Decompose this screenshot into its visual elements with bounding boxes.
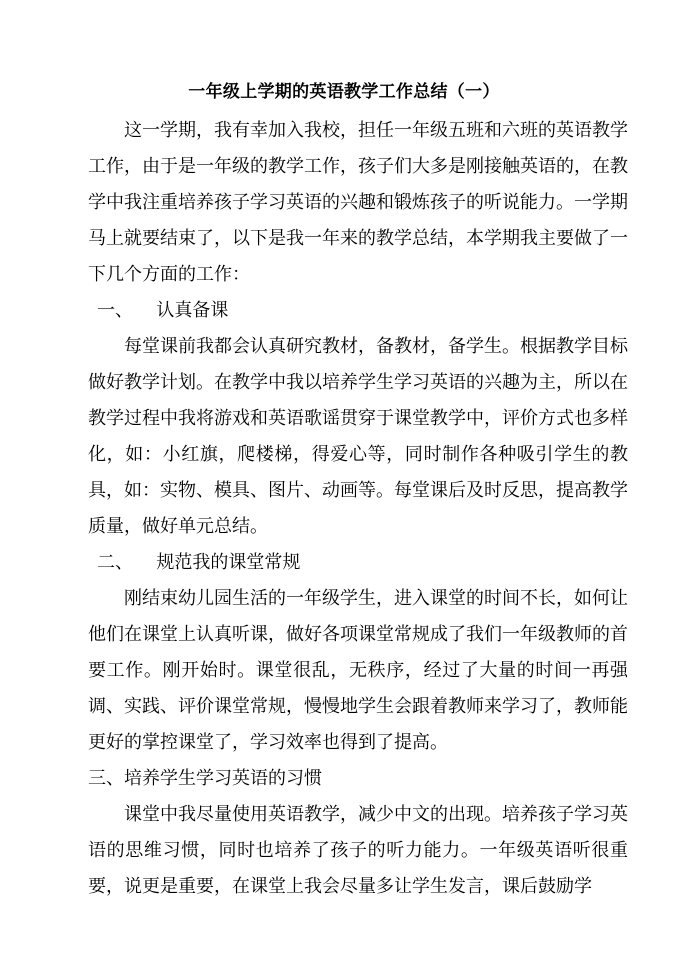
section-title: 规范我的课堂常规 [156, 552, 301, 573]
intro-paragraph: 这一学期，我有幸加入我校，担任一年级五班和六班的英语教学工作，由于是一年级的教学工作，孩子们大多是刚接触英语的，在教学中我注重培养孩子学习英语的兴趣和锻炼孩子的听说能力。一学期马上就要结束了，以下是我一年来的教学总结，本学期我主要做了一下几个方面的工作： [88, 120, 628, 285]
section-title: 认真备课 [156, 300, 229, 321]
section-number: 三、 [88, 768, 124, 789]
section-paragraph-3: 课堂中我尽量使用英语教学，减少中文的出现。培养孩子学习英语的思维习惯，同时也培养了孩子的听力能力。一年级英语听很重要，说更是重要，在课堂上我会尽量多让学生发言，课后鼓励学 [88, 804, 628, 897]
section-paragraph-2: 刚结束幼儿园生活的一年级学生，进入课堂的时间不长，如何让他们在课堂上认真听课，做好各项课堂常规成了我们一年级教师的首要工作。刚开始时。课堂很乱，无秩序，经过了大量的时间一再强调、实践、评价课堂常规，慢慢地学生会跟着教师来学习了，教师能更好的掌控课堂了，学习效率也得到了提高。 [88, 588, 628, 753]
section-heading-2 [88, 545, 628, 581]
document-title: 一年级上学期的英语教学工作总结（一） [188, 82, 500, 102]
document-body [88, 113, 628, 905]
section-number: 二、 [97, 552, 133, 573]
section-paragraph-1: 每堂课前我都会认真研究教材，备教材，备学生。根据教学目标做好教学计划。在教学中我以培养学生学习英语的兴趣为主，所以在教学过程中我将游戏和英语歌谣贯穿于课堂教学中，评价方式也多样化，如：小红旗，爬楼梯，得爱心等，同时制作各种吸引学生的教具，如：实物、模具、图片、动画等。每堂课后及时反思，提高教学质量，做好单元总结。 [88, 336, 628, 537]
section-title: 培养学生学习英语的习惯 [124, 768, 322, 789]
section-heading-3 [88, 761, 628, 797]
section-number: 一、 [97, 300, 133, 321]
section-heading-1 [88, 293, 628, 329]
